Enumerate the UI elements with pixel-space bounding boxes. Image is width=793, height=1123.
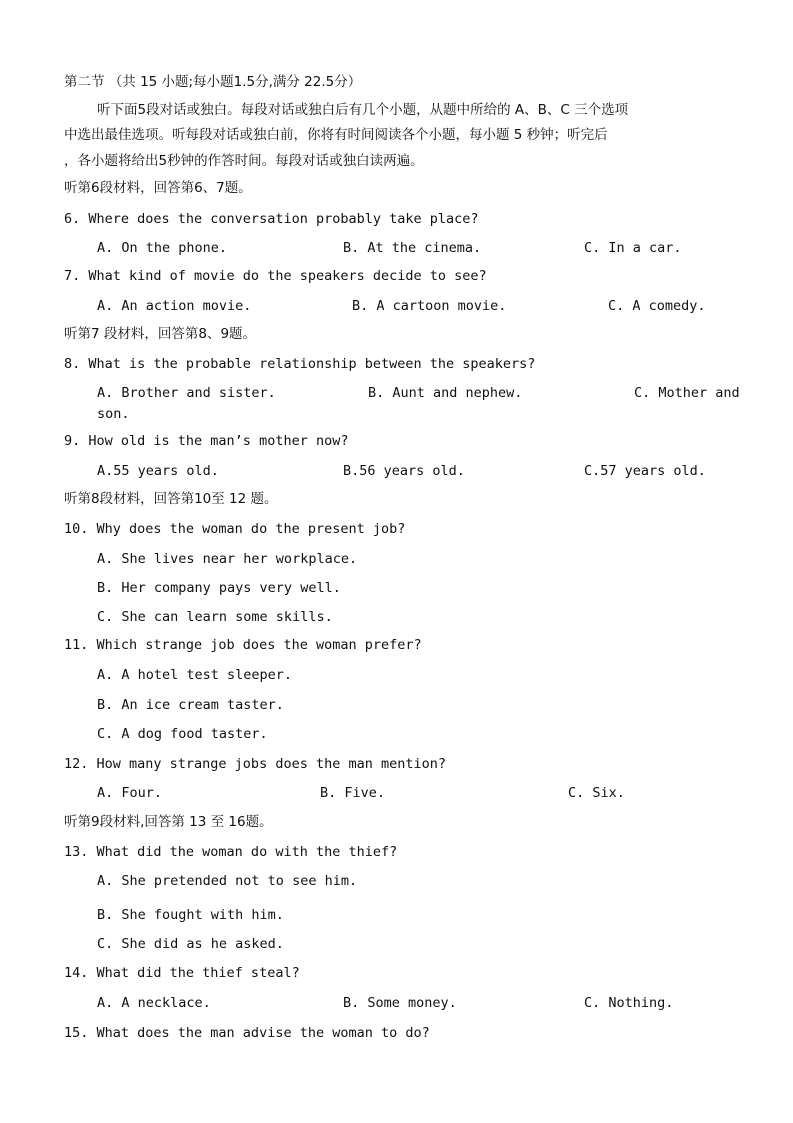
question-8-option-b: B. Aunt and nephew.	[368, 385, 523, 401]
question-7-option-a: A. An action movie.	[97, 298, 252, 314]
question-13-option-c: C. She did as he asked.	[97, 936, 284, 952]
question-12-option-b: B. Five.	[320, 785, 386, 801]
question-15-stem: 15. What does the man advise the woman to do?	[64, 1025, 430, 1041]
group-heading-7: 听第7 段材料，回答第8、9题。	[64, 326, 257, 342]
group-heading-6: 听第6段材料，回答第6、7题。	[64, 180, 252, 196]
question-6-option-b: B. At the cinema.	[343, 240, 482, 256]
question-9-option-a: A.55 years old.	[97, 463, 219, 479]
group-heading-9: 听第9段材料,回答第 13 至 16题。	[64, 814, 273, 830]
question-8-option-c-continued: son.	[97, 406, 130, 422]
question-14-option-a: A. A necklace.	[97, 995, 211, 1011]
question-11-option-a: A. A hotel test sleeper.	[97, 667, 293, 683]
question-12-option-c: C. Six.	[568, 785, 625, 801]
question-8-option-c: C. Mother and	[634, 385, 740, 401]
question-7-option-c: C. A comedy.	[608, 298, 706, 314]
question-7-option-b: B. A cartoon movie.	[352, 298, 507, 314]
question-10-option-b: B. Her company pays very well.	[97, 580, 341, 596]
question-11-stem: 11. Which strange job does the woman prefer?	[64, 637, 422, 653]
question-11-option-b: B. An ice cream taster.	[97, 697, 284, 713]
question-9-stem: 9. How old is the man’s mother now?	[64, 433, 349, 449]
section-title: 第二节 （共 15 小题;每小题1.5分,满分 22.5分）	[64, 74, 362, 90]
question-14-stem: 14. What did the thief steal?	[64, 965, 300, 981]
question-6-option-c: C. In a car.	[584, 240, 682, 256]
question-13-option-b: B. She fought with him.	[97, 907, 284, 923]
question-6-stem: 6. Where does the conversation probably take place?	[64, 211, 479, 227]
question-10-option-a: A. She lives near her workplace.	[97, 551, 358, 567]
question-13-option-a: A. She pretended not to see him.	[97, 873, 358, 889]
question-7-stem: 7. What kind of movie do the speakers decide to see?	[64, 268, 487, 284]
question-14-option-c: C. Nothing.	[584, 995, 674, 1011]
question-9-option-b: B.56 years old.	[343, 463, 465, 479]
section-intro-line-3: ，各小题将给出5秒钟的作答时间。每段对话或独白读两遍。	[64, 153, 424, 169]
group-heading-8: 听第8段材料，回答第10至 12 题。	[64, 491, 278, 507]
question-8-option-a: A. Brother and sister.	[97, 385, 276, 401]
question-6-option-a: A. On the phone.	[97, 240, 228, 256]
question-10-option-c: C. She can learn some skills.	[97, 609, 333, 625]
question-12-option-a: A. Four.	[97, 785, 163, 801]
question-9-option-c: C.57 years old.	[584, 463, 706, 479]
section-intro-line-2: 中选出最佳选项。听每段对话或独白前，你将有时间阅读各个小题，每小题 5 秒钟；听完后	[64, 127, 608, 143]
question-14-option-b: B. Some money.	[343, 995, 457, 1011]
question-11-option-c: C. A dog food taster.	[97, 726, 268, 742]
section-intro-line-1: 听下面5段对话或独白。每段对话或独白后有几个小题，从题中所给的 A、B、C 三个选项	[97, 102, 629, 118]
question-8-stem: 8. What is the probable relationship between the speakers?	[64, 356, 536, 372]
question-12-stem: 12. How many strange jobs does the man mention?	[64, 756, 447, 772]
question-13-stem: 13. What did the woman do with the thief?	[64, 844, 398, 860]
question-10-stem: 10. Why does the woman do the present job?	[64, 521, 406, 537]
